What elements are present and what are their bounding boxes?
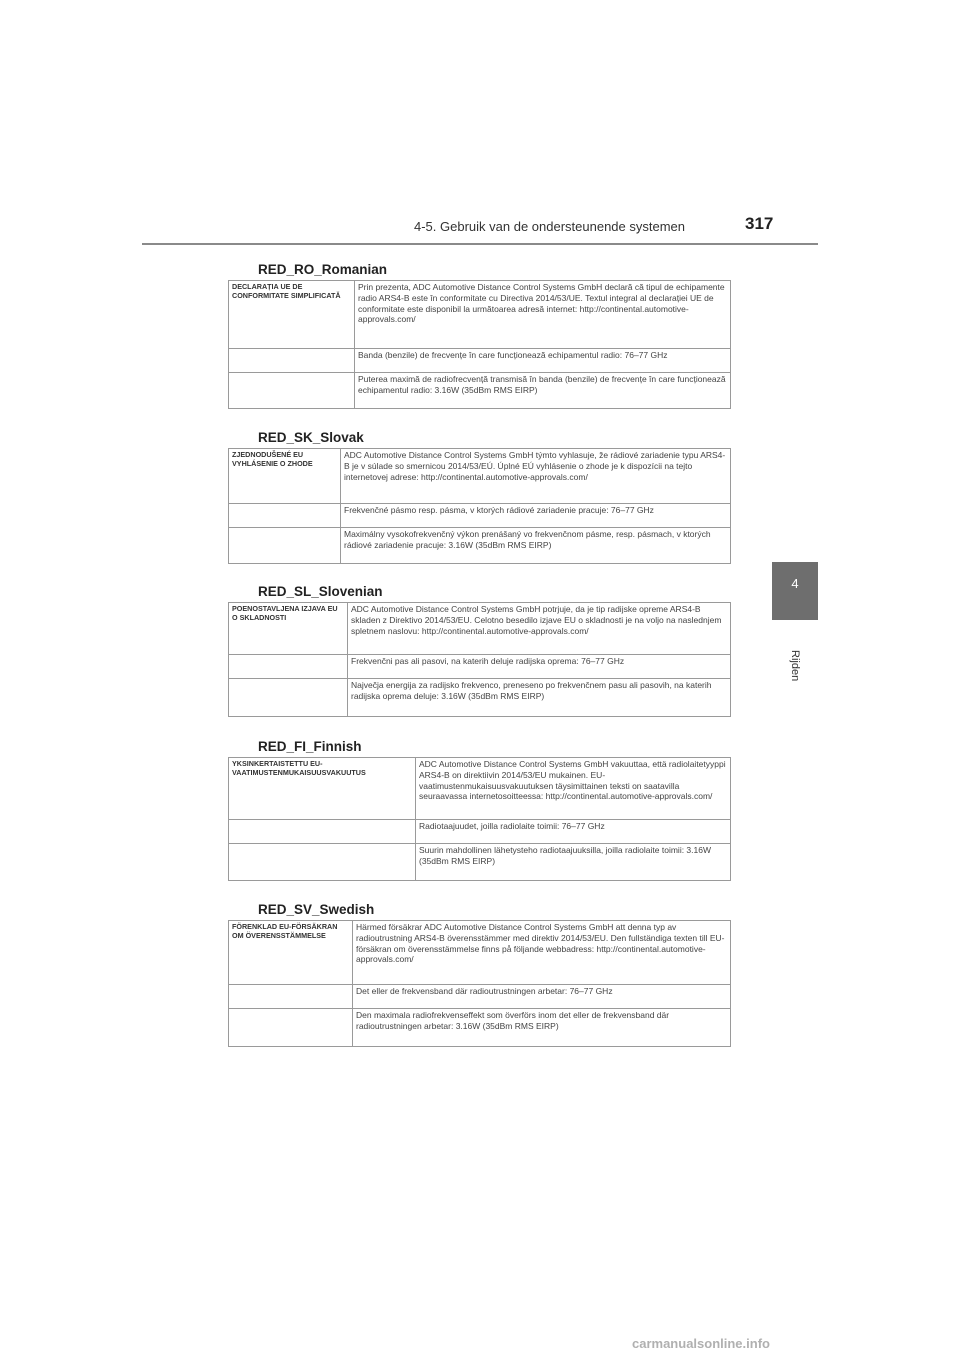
table-row — [229, 1009, 731, 1047]
table-cell-value: Det eller de frekvensband där radioutrustningen arbetar: 76–77 GHz — [353, 985, 731, 1009]
declaration-table — [228, 448, 731, 564]
declaration-table — [228, 280, 731, 409]
table-row — [229, 349, 731, 373]
table-cell-value: Frekvenčné pásmo resp. pásma, v ktorých rádiové zariadenie pracuje: 76–77 GHz — [341, 504, 731, 528]
chapter-tab[interactable] — [772, 562, 818, 620]
declaration-table — [228, 920, 731, 1047]
declaration-table — [228, 757, 731, 881]
table-cell-value: Puterea maximă de radiofrecvență transmisă în banda (benzile) de frecvențe în care funcționează echipamentul radio: 3.16W (35dBm RMS EIRP) — [355, 373, 731, 409]
section-title: RED_SK_Slovak — [258, 430, 364, 445]
section-slovenian — [228, 582, 731, 717]
page-number: 317 — [745, 214, 774, 233]
table-row — [229, 679, 731, 717]
table-cell-value: Največja energija za radijsko frekvenco, preneseno po frekvenčnem pasu ali pasovih, na katerih radijska oprema deluje: 3.16W (35dBm RMS EIRP) — [348, 679, 731, 717]
table-row — [229, 528, 731, 564]
table-cell-value: ADC Automotive Distance Control Systems GmbH potrjuje, da je tip radijske opreme ARS4-B skladen z Direktivo 2014/53/EU. Celotno besedilo izjave EU o skladnosti je na voljo na naslednjem spletnem naslovu: http://continental.automotive-approvals.com/ — [348, 603, 731, 655]
table-row — [229, 373, 731, 409]
table-row — [229, 281, 731, 349]
table-cell-key — [229, 504, 341, 528]
table-cell-key — [229, 373, 355, 409]
table-cell-value: Suurin mahdollinen lähetysteho radiotaajuuksilla, joilla radiolaite toimii: 3.16W (35dBm RMS EIRP) — [416, 844, 731, 881]
footer-watermark: carmanualsonline.info — [632, 1336, 770, 1351]
section-title: RED_FI_Finnish — [258, 739, 362, 754]
table-cell-key — [229, 985, 353, 1009]
table-row — [229, 820, 731, 844]
table-cell-value: Banda (benzile) de frecvențe în care funcționează echipamentul radio: 76–77 GHz — [355, 349, 731, 373]
chapter-tab-number: 4 — [791, 576, 799, 591]
table-cell-key: DECLARAȚIA UE DE CONFORMITATE SIMPLIFICATĂ — [229, 281, 355, 349]
table-cell-value: Frekvenčni pas ali pasovi, na katerih deluje radijska oprema: 76–77 GHz — [348, 655, 731, 679]
table-row — [229, 449, 731, 504]
table-row — [229, 603, 731, 655]
section-romanian — [228, 260, 731, 409]
section-finnish — [228, 737, 731, 881]
table-cell-value: Radiotaajuudet, joilla radiolaite toimii: 76–77 GHz — [416, 820, 731, 844]
table-cell-value: Härmed försäkrar ADC Automotive Distance Control Systems GmbH att denna typ av radioutrustning ARS4-B överensstämmer med direktiv 2014/53/EU. Den fullständiga texten till EU-försäkran om överensstämmelse finns på följande webbadress: http://continental.automotive-approvals.com/ — [353, 921, 731, 985]
table-cell-value: Den maximala radiofrekvenseffekt som överförs inom det eller de frekvensband där radioutrustningen arbetar: 3.16W (35dBm RMS EIRP) — [353, 1009, 731, 1047]
table-cell-key: POENOSTAVLJENA IZJAVA EU O SKLADNOSTI — [229, 603, 348, 655]
table-cell-value: ADC Automotive Distance Control Systems GmbH vakuuttaa, että radiolaitetyyppi ARS4-B on direktiivin 2014/53/EU mukainen. EU-vaatimustenmukaisuusvakuutuksen täysimittainen teksti on saatavilla seuraavassa internetosoitteessa: http://continental.automotive-approvals.com/ — [416, 758, 731, 820]
table-cell-key — [229, 844, 416, 881]
header-title: 4-5. Gebruik van de ondersteunende systemen — [414, 219, 686, 234]
table-cell-value: Maximálny vysokofrekvenčný výkon prenášaný vo frekvenčnom pásme, resp. pásmach, v ktorých rádiové zariadenie pracuje: 3.16W (35dBm RMS EIRP) — [341, 528, 731, 564]
declaration-table — [228, 602, 731, 717]
table-cell-key: ZJEDNODUŠENÉ EU VYHLÁSENIE O ZHODE — [229, 449, 341, 504]
table-row — [229, 985, 731, 1009]
table-cell-key — [229, 1009, 353, 1047]
table-row — [229, 758, 731, 820]
table-cell-key — [229, 679, 348, 717]
table-cell-key — [229, 349, 355, 373]
table-cell-key — [229, 820, 416, 844]
section-title: RED_SL_Slovenian — [258, 584, 383, 599]
table-cell-key — [229, 528, 341, 564]
table-cell-key: FÖRENKLAD EU-FÖRSÄKRAN OM ÖVERENSSTÄMMELSE — [229, 921, 353, 985]
table-cell-value: ADC Automotive Distance Control Systems GmbH týmto vyhlasuje, že rádiové zariadenie typu ARS4-B je v súlade so smernicou 2014/53/EÚ. Úplné EÚ vyhlásenie o zhode je k dispozícii na tejto internetovej adrese: http://continental.automotive-approvals.com/ — [341, 449, 731, 504]
section-swedish — [228, 900, 731, 1047]
table-row — [229, 655, 731, 679]
table-row — [229, 844, 731, 881]
section-title: RED_RO_Romanian — [258, 262, 388, 277]
header-divider — [142, 243, 818, 245]
table-row — [229, 921, 731, 985]
table-cell-key — [229, 655, 348, 679]
chapter-tab-label: Rijden — [789, 650, 801, 682]
section-slovak — [228, 428, 731, 564]
table-cell-key: YKSINKERTAISTETTU EU-VAATIMUSTENMUKAISUUSVAKUUTUS — [229, 758, 416, 820]
table-cell-value: Prin prezenta, ADC Automotive Distance Control Systems GmbH declară că tipul de echipamente radio ARS4-B este în conformitate cu Directiva 2014/53/UE. Textul integral al declarației UE de conformitate este disponibil la următoarea adresă internet: http://continental.automotive-approvals.com/ — [355, 281, 731, 349]
section-title: RED_SV_Swedish — [258, 902, 375, 917]
table-row — [229, 504, 731, 528]
